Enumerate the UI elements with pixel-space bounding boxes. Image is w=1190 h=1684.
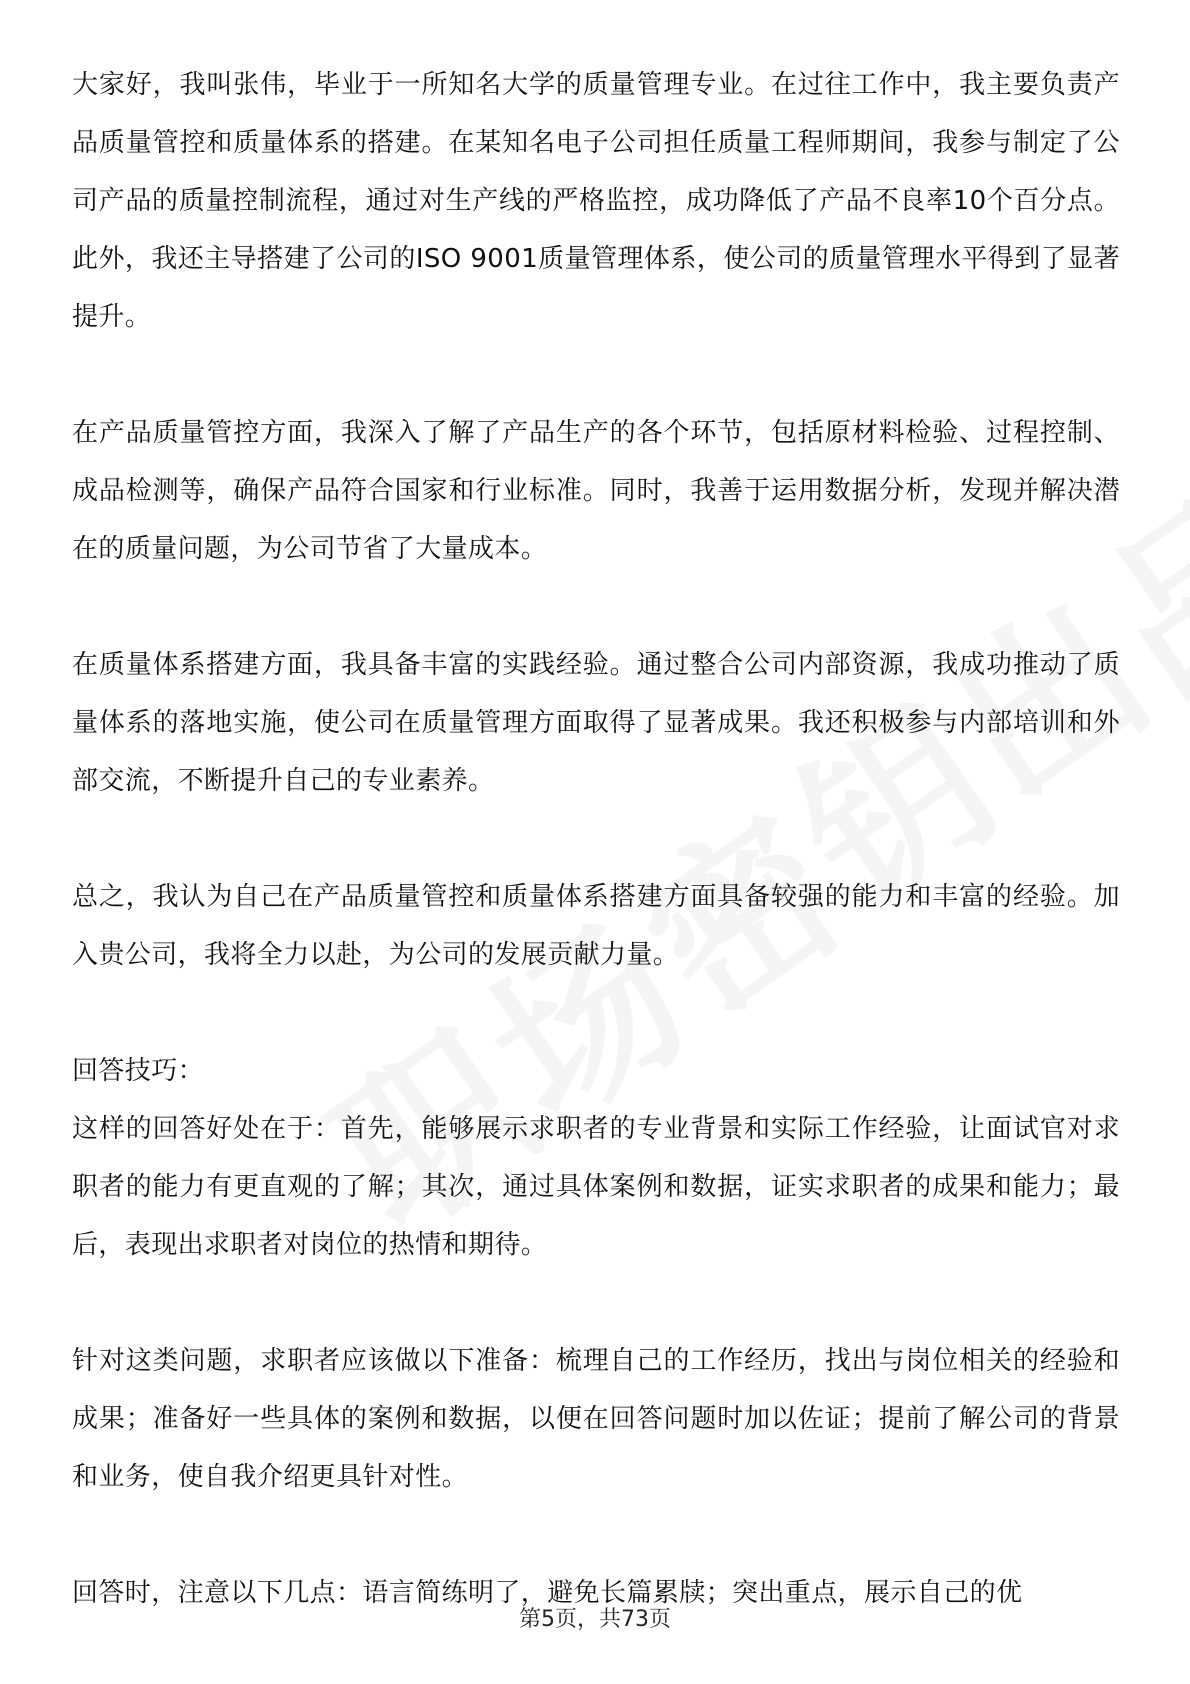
paragraph-gap — [72, 810, 1120, 868]
paragraph-gap — [72, 346, 1120, 404]
paragraph-notes: 回答时，注意以下几点：语言简练明了，避免长篇累牍；突出重点，展示自己的优 — [72, 1578, 1023, 1608]
paragraph-gap — [72, 578, 1120, 636]
paragraph-quality-control: 在产品质量管控方面，我深入了解了产品生产的各个环节，包括原材料检验、过程控制、成品检测等，确保产品符合国家和行业标准。同时，我善于运用数据分析，发现并解决潜在的质量问题，为公司节省了大量成本。 — [72, 418, 1120, 564]
paragraph-summary: 总之，我认为自己在产品质量管控和质量体系搭建方面具备较强的能力和丰富的经验。加入贵公司，我将全力以赴，为公司的发展贡献力量。 — [72, 882, 1120, 970]
page-number-footer: 第5页，共73页 — [519, 1607, 671, 1632]
paragraph-tips-benefits: 这样的回答好处在于：首先，能够展示求职者的专业背景和实际工作经验，让面试官对求职者的能力有更直观的了解；其次，通过具体案例和数据，证实求职者的成果和能力；最后，表现出求职者对岗位的热情和期待。 — [72, 1114, 1120, 1260]
document-body — [72, 56, 1120, 1622]
paragraph-intro: 大家好，我叫张伟，毕业于一所知名大学的质量管理专业。在过往工作中，我主要负责产品质量管控和质量体系的搭建。在某知名电子公司担任质量工程师期间，我参与制定了公司产品的质量控制流程，通过对生产线的严格监控，成功降低了产品不良率10个百分点。此外，我还主导搭建了公司的ISO 9001质量管理体系，使公司的质量管理水平得到了显著提升。 — [72, 70, 1120, 332]
paragraph-gap — [72, 984, 1120, 1042]
paragraph-gap — [72, 1274, 1120, 1332]
paragraph-preparation: 针对这类问题，求职者应该做以下准备：梳理自己的工作经历，找出与岗位相关的经验和成果；准备好一些具体的案例和数据，以便在回答问题时加以佐证；提前了解公司的背景和业务，使自我介绍更具针对性。 — [72, 1346, 1120, 1492]
paragraph-quality-system: 在质量体系搭建方面，我具备丰富的实践经验。通过整合公司内部资源，我成功推动了质量体系的落地实施，使公司在质量管理方面取得了显著成果。我还积极参与内部培训和外部交流，不断提升自己的专业素养。 — [72, 650, 1120, 796]
tips-heading: 回答技巧： — [72, 1056, 205, 1086]
paragraph-gap — [72, 1506, 1120, 1564]
